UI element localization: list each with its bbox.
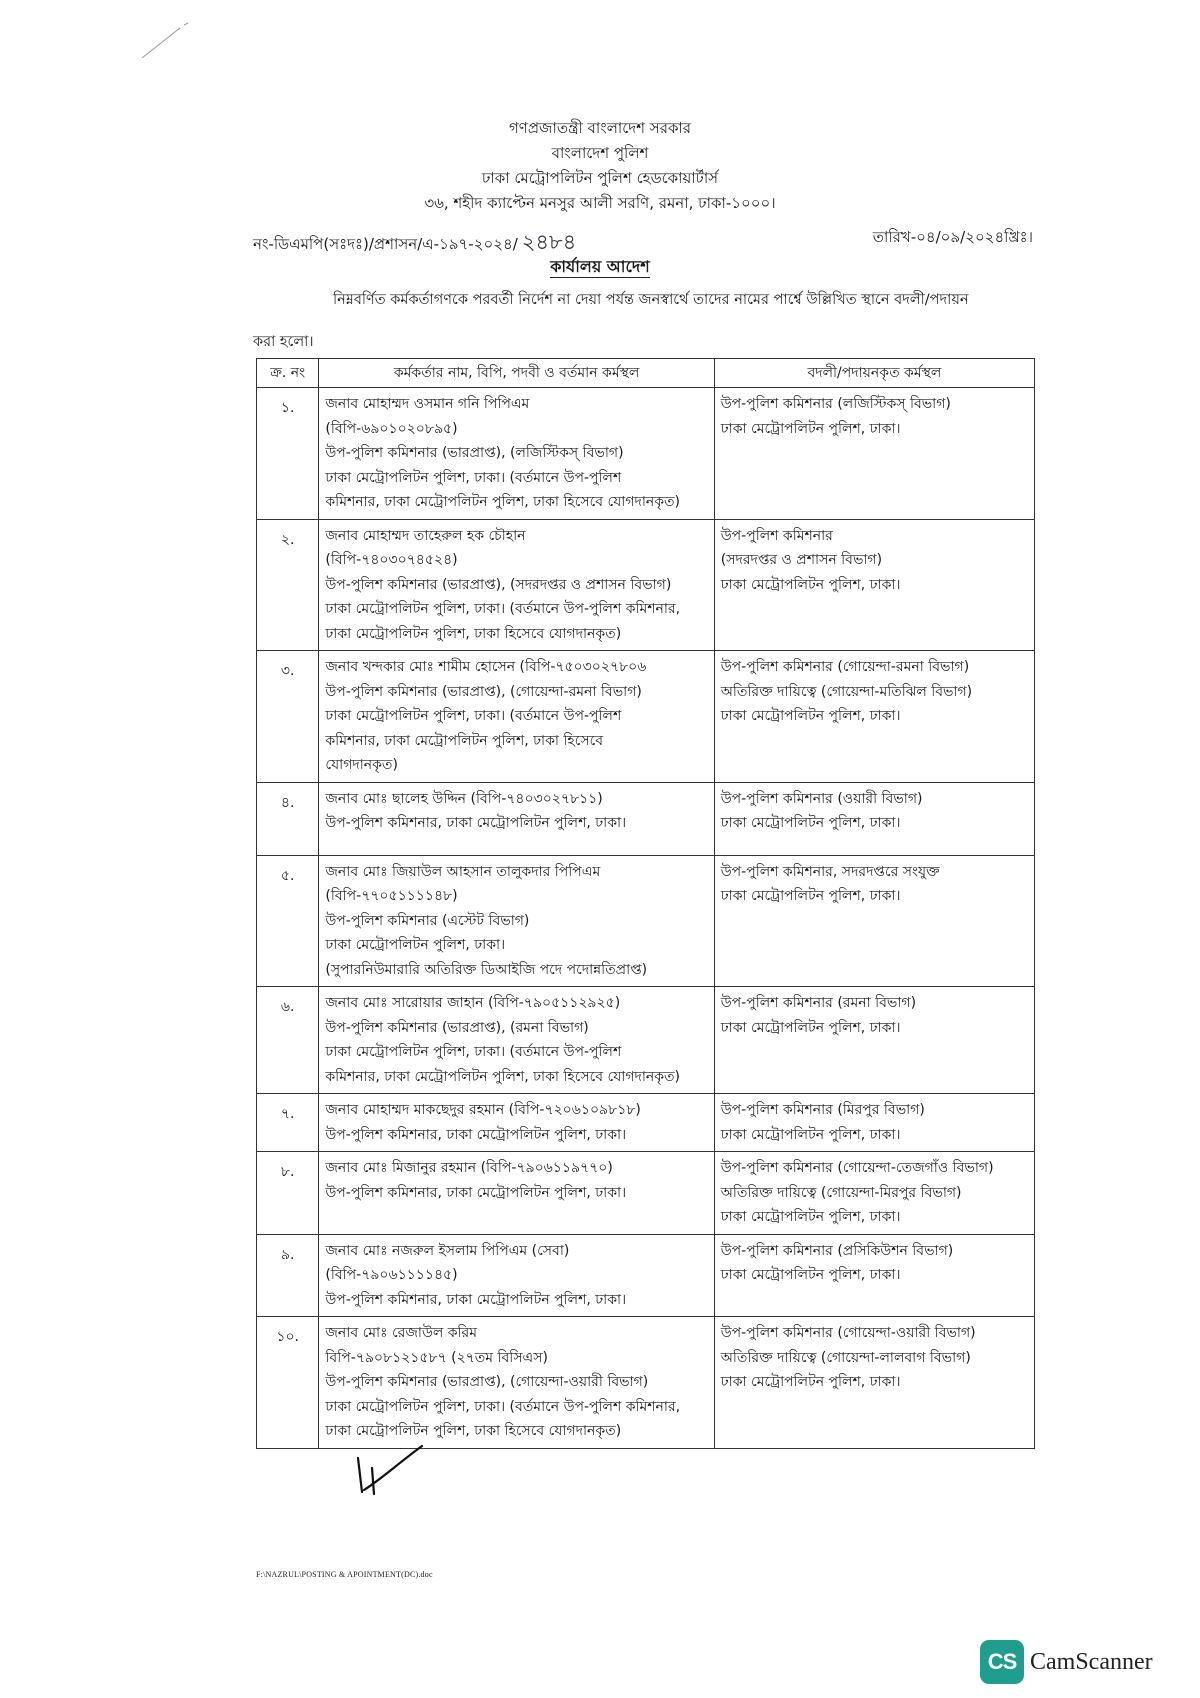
officer-line: জনাব মোহাম্মদ তাহেরুল হক চৌহান: [325, 527, 526, 544]
officer-line: (সুপারনিউমারারি অতিরিক্ত ডিআইজি পদে পদোন্নতিপ্রাপ্ত): [325, 961, 648, 978]
table-row: [257, 1094, 1035, 1152]
posting-line: উপ-পুলিশ কমিশনার (গোয়েন্দা-তেজগাঁও বিভাগ): [720, 1160, 994, 1176]
officer-line: উপ-পুলিশ কমিশনার, ঢাকা মেট্রোপলিটন পুলিশ, ঢাকা।: [325, 1291, 627, 1308]
officer-line: যোগদানকৃত): [325, 757, 398, 773]
department-name: বাংলাদেশ পুলিশ: [551, 144, 649, 162]
serial-cell: [257, 987, 319, 1094]
posting-line: অতিরিক্ত দায়িত্বে (গোয়েন্দা-মিরপুর বিভাগ): [720, 1184, 962, 1201]
serial-number: ৮.: [280, 1164, 295, 1180]
serial-number: ২.: [280, 531, 295, 548]
table-row: [257, 987, 1035, 1094]
memo-date: তারিখ-০৪/০৯/২০২৪খ্রিঃ।: [872, 228, 1033, 246]
officer-cell: [319, 1317, 714, 1449]
posting-cell: [714, 388, 1034, 520]
posting-cell: [714, 1152, 1034, 1235]
table-row: [257, 519, 1035, 651]
posting-line: ঢাকা মেট্রোপলিটন পুলিশ, ঢাকা।: [720, 420, 901, 437]
officer-line: উপ-পুলিশ কমিশনার (ভারপ্রাপ্ত), (গোয়েন্দা-ওয়ারী বিভাগ): [325, 1374, 649, 1390]
posting-line: অতিরিক্ত দায়িত্বে (গোয়েন্দা-মতিঝিল বিভাগ): [720, 683, 973, 700]
header-officer: কর্মকর্তার নাম, বিপি, পদবী ও বর্তমান কর্মস্থল: [319, 359, 714, 388]
posting-line: ঢাকা মেট্রোপলিটন পুলিশ, ঢাকা।: [720, 815, 901, 831]
officer-line: ঢাকা মেট্রোপলিটন পুলিশ, ঢাকা হিসেবে যোগদানকৃত): [325, 625, 622, 642]
serial-cell: [257, 1152, 319, 1235]
officer-line: ঢাকা মেট্রোপলিটন পুলিশ, ঢাকা। (বর্তমানে উপ-পুলিশ কমিশনার,: [325, 601, 681, 617]
camscanner-logo: CS: [980, 1640, 1024, 1684]
officer-cell: [319, 519, 714, 651]
header-serial: ক্র. নং: [257, 359, 319, 388]
officer-line: উপ-পুলিশ কমিশনার, ঢাকা মেট্রোপলিটন পুলিশ, ঢাকা।: [325, 1184, 627, 1201]
posting-line: ঢাকা মেট্রোপলিটন পুলিশ, ঢাকা।: [720, 1374, 901, 1390]
serial-number: ১০.: [276, 1329, 300, 1345]
officer-cell: [319, 782, 714, 855]
officer-line: (বিপি-৭৪০৩০৭৪৫২৪): [325, 552, 458, 568]
posting-cell: [714, 1094, 1034, 1152]
officer-line: জনাব মোঃ মিজানুর রহমান (বিপি-৭৯০৬১১৯৭৭০): [325, 1160, 613, 1176]
posting-line: ঢাকা মেট্রোপলিটন পুলিশ, ঢাকা।: [720, 888, 901, 904]
serial-cell: [257, 519, 319, 651]
officer-cell: [319, 388, 714, 520]
officer-line: জনাব মোঃ জিয়াউল আহসান তালুকদার পিপিএম: [325, 863, 601, 880]
serial-number: ১.: [280, 400, 295, 416]
serial-cell: [257, 651, 319, 783]
serial-number: ৭.: [280, 1106, 295, 1122]
serial-number: ৩.: [280, 663, 295, 679]
serial-cell: [257, 1234, 319, 1317]
serial-number: ৯.: [280, 1246, 295, 1263]
table-row: [257, 388, 1035, 520]
officer-line: জনাব মোঃ ছালেহ উদ্দিন (বিপি-৭৪০৩০২৭৮১১): [325, 790, 603, 807]
officer-line: উপ-পুলিশ কমিশনার (ভারপ্রাপ্ত), (গোয়েন্দা-রমনা বিভাগ): [325, 683, 642, 700]
table-row: [257, 1234, 1035, 1317]
posting-line: উপ-পুলিশ কমিশনার (গোয়েন্দা-ওয়ারী বিভাগ): [720, 1325, 976, 1341]
officer-line: জনাব মোহাম্মদ ওসমান গনি পিপিএম: [325, 396, 530, 412]
officer-cell: [319, 651, 714, 783]
posting-cell: [714, 855, 1034, 987]
table-header-row: [257, 359, 1035, 388]
officer-line: উপ-পুলিশ কমিশনার (ভারপ্রাপ্ত), (রমনা বিভাগ): [325, 1019, 589, 1036]
table-row: [257, 1152, 1035, 1235]
officer-line: (বিপি-৭৭০৫১১১১৪৮): [325, 888, 458, 904]
officer-line: উপ-পুলিশ কমিশনার (ভারপ্রাপ্ত), (সদরদপ্তর ও প্রশাসন বিভাগ): [325, 576, 672, 593]
signature-mark: [350, 1440, 430, 1500]
officer-line: উপ-পুলিশ কমিশনার, ঢাকা মেট্রোপলিটন পুলিশ, ঢাকা।: [325, 815, 627, 831]
posting-cell: [714, 1234, 1034, 1317]
officer-cell: [319, 855, 714, 987]
posting-line: উপ-পুলিশ কমিশনার (ওয়ারী বিভাগ): [720, 790, 923, 807]
office-name: ঢাকা মেট্রোপলিটন পুলিশ হেডকোয়ার্টার্স: [481, 169, 719, 187]
officer-line: জনাব মোহাম্মদ মাকছেদুর রহমান (বিপি-৭২০৬১০৯৮১৮): [325, 1102, 641, 1118]
posting-line: ঢাকা মেট্রোপলিটন পুলিশ, ঢাকা।: [720, 1019, 901, 1036]
posting-line: (সদরদপ্তর ও প্রশাসন বিভাগ): [720, 552, 883, 568]
serial-number: ৫.: [280, 867, 295, 884]
officer-cell: [319, 1094, 714, 1152]
officer-cell: [319, 1152, 714, 1235]
order-title: [0, 254, 1200, 281]
posting-line: অতিরিক্ত দায়িত্বে (গোয়েন্দা-লালবাগ বিভাগ): [720, 1349, 971, 1366]
officer-line: কমিশনার, ঢাকা মেট্রোপলিটন পুলিশ, ঢাকা হিসেবে: [325, 732, 604, 749]
posting-line: উপ-পুলিশ কমিশনার (লজিস্টিকস্ বিভাগ): [720, 396, 951, 412]
officer-line: ঢাকা মেট্রোপলিটন পুলিশ, ঢাকা। (বর্তমানে উপ-পুলিশ: [325, 1044, 622, 1060]
serial-cell: [257, 388, 319, 520]
serial-number: ৬.: [280, 999, 295, 1015]
office-address: ৩৬, শহীদ ক্যাপ্টেন মনসুর আলী সরণি, রমনা, ঢাকা-১০০০।: [424, 194, 776, 212]
posting-cell: [714, 987, 1034, 1094]
posting-line: উপ-পুলিশ কমিশনার, সদরদপ্তরে সংযুক্ত: [720, 863, 940, 880]
posting-cell: [714, 1317, 1034, 1449]
posting-table: [256, 358, 1035, 1449]
memo-reference-number: নং-ডিএমপি(সঃদঃ)/প্রশাসন/এ-১৯৭-২০২৪/: [253, 235, 518, 253]
memo-reference-row: [253, 226, 1033, 252]
government-name: গণপ্রজাতন্ত্রী বাংলাদেশ সরকার: [508, 119, 692, 137]
order-title-text: কার্যালয় আদেশ: [550, 257, 650, 276]
officer-line: (বিপি-৭৯০৬১১১১৪৫): [325, 1267, 458, 1283]
file-path-footer: F:\NAZRUL\POSTING & APOINTMENT(DC).doc: [256, 1570, 433, 1579]
posting-line: ঢাকা মেট্রোপলিটন পুলিশ, ঢাকা।: [720, 1209, 901, 1225]
officer-line: কমিশনার, ঢাকা মেট্রোপলিটন পুলিশ, ঢাকা হিসেবে যোগদানকৃত): [325, 494, 681, 510]
officer-line: বিপি-৭৯০৮১২১৫৮৭ (২৭তম বিসিএস): [325, 1349, 548, 1366]
officer-line: ঢাকা মেট্রোপলিটন পুলিশ, ঢাকা। (বর্তমানে উপ-পুলিশ কমিশনার,: [325, 1398, 681, 1415]
posting-line: উপ-পুলিশ কমিশনার (রমনা বিভাগ): [720, 995, 917, 1011]
serial-cell: [257, 855, 319, 987]
table-row: [257, 855, 1035, 987]
officer-line: উপ-পুলিশ কমিশনার (ভারপ্রাপ্ত), (লজিস্টিকস্ বিভাগ): [325, 445, 624, 461]
officer-line: জনাব খন্দকার মোঃ শামীম হোসেন (বিপি-৭৫০৩০২৭৮০৬: [325, 659, 647, 675]
posting-cell: [714, 519, 1034, 651]
intro-line-1: নিম্নবর্ণিত কর্মকর্তাগণকে পরবর্তী নির্দেশ না দেয়া পর্যন্ত জনস্বার্থে তাদের নামের পার্শ্বে উল্লিখিত স্থানে বদলী/পদায়ন: [333, 292, 969, 308]
posting-cell: [714, 782, 1034, 855]
memo-reference-handwritten: ২৪৮৪: [521, 230, 577, 254]
posting-line: ঢাকা মেট্রোপলিটন পুলিশ, ঢাকা।: [720, 1126, 901, 1143]
serial-cell: [257, 1094, 319, 1152]
serial-number: ৪.: [280, 794, 295, 811]
posting-line: ঢাকা মেট্রোপলিটন পুলিশ, ঢাকা।: [720, 576, 901, 593]
pen-scratch-mark: [140, 22, 200, 62]
officer-line: ঢাকা মেট্রোপলিটন পুলিশ, ঢাকা হিসেবে যোগদানকৃত): [325, 1423, 622, 1439]
officer-line: উপ-পুলিশ কমিশনার, ঢাকা মেট্রোপলিটন পুলিশ, ঢাকা।: [325, 1126, 627, 1143]
serial-cell: [257, 1317, 319, 1449]
order-intro: [253, 285, 1035, 353]
header-posting: বদলী/পদায়নকৃত কর্মস্থল: [714, 359, 1034, 388]
document-header: [0, 116, 1200, 216]
camscanner-watermark: [980, 1640, 1153, 1684]
serial-cell: [257, 782, 319, 855]
officer-line: (বিপি-৬৯০১০২০৮৯৫): [325, 420, 458, 437]
officer-line: ঢাকা মেট্রোপলিটন পুলিশ, ঢাকা।: [325, 937, 506, 953]
camscanner-name: CamScanner: [1030, 1648, 1153, 1675]
officer-cell: [319, 1234, 714, 1317]
intro-line-2: করা হলো।: [253, 334, 314, 350]
posting-line: উপ-পুলিশ কমিশনার (মিরপুর বিভাগ): [720, 1102, 925, 1118]
officer-line: জনাব মোঃ সারোয়ার জাহান (বিপি-৭৯০৫১১২৯২৫): [325, 995, 621, 1011]
posting-line: উপ-পুলিশ কমিশনার: [720, 527, 833, 544]
officer-line: উপ-পুলিশ কমিশনার (এস্টেট বিভাগ): [325, 912, 530, 929]
officer-line: জনাব মোঃ নজরুল ইসলাম পিপিএম (সেবা): [325, 1242, 570, 1259]
posting-line: ঢাকা মেট্রোপলিটন পুলিশ, ঢাকা।: [720, 1267, 901, 1283]
posting-line: উপ-পুলিশ কমিশনার (গোয়েন্দা-রমনা বিভাগ): [720, 659, 970, 675]
officer-line: ঢাকা মেট্রোপলিটন পুলিশ, ঢাকা। (বর্তমানে উপ-পুলিশ: [325, 469, 622, 486]
posting-line: ঢাকা মেট্রোপলিটন পুলিশ, ঢাকা।: [720, 708, 901, 724]
officer-line: ঢাকা মেট্রোপলিটন পুলিশ, ঢাকা। (বর্তমানে উপ-পুলিশ: [325, 708, 622, 724]
posting-line: উপ-পুলিশ কমিশনার (প্রসিকিউশন বিভাগ): [720, 1242, 954, 1259]
officer-line: জনাব মোঃ রেজাউল করিম: [325, 1325, 478, 1341]
officer-cell: [319, 987, 714, 1094]
table-row: [257, 782, 1035, 855]
table-row: [257, 1317, 1035, 1449]
officer-line: কমিশনার, ঢাকা মেট্রোপলিটন পুলিশ, ঢাকা হিসেবে যোগদানকৃত): [325, 1068, 681, 1085]
table-row: [257, 651, 1035, 783]
posting-cell: [714, 651, 1034, 783]
